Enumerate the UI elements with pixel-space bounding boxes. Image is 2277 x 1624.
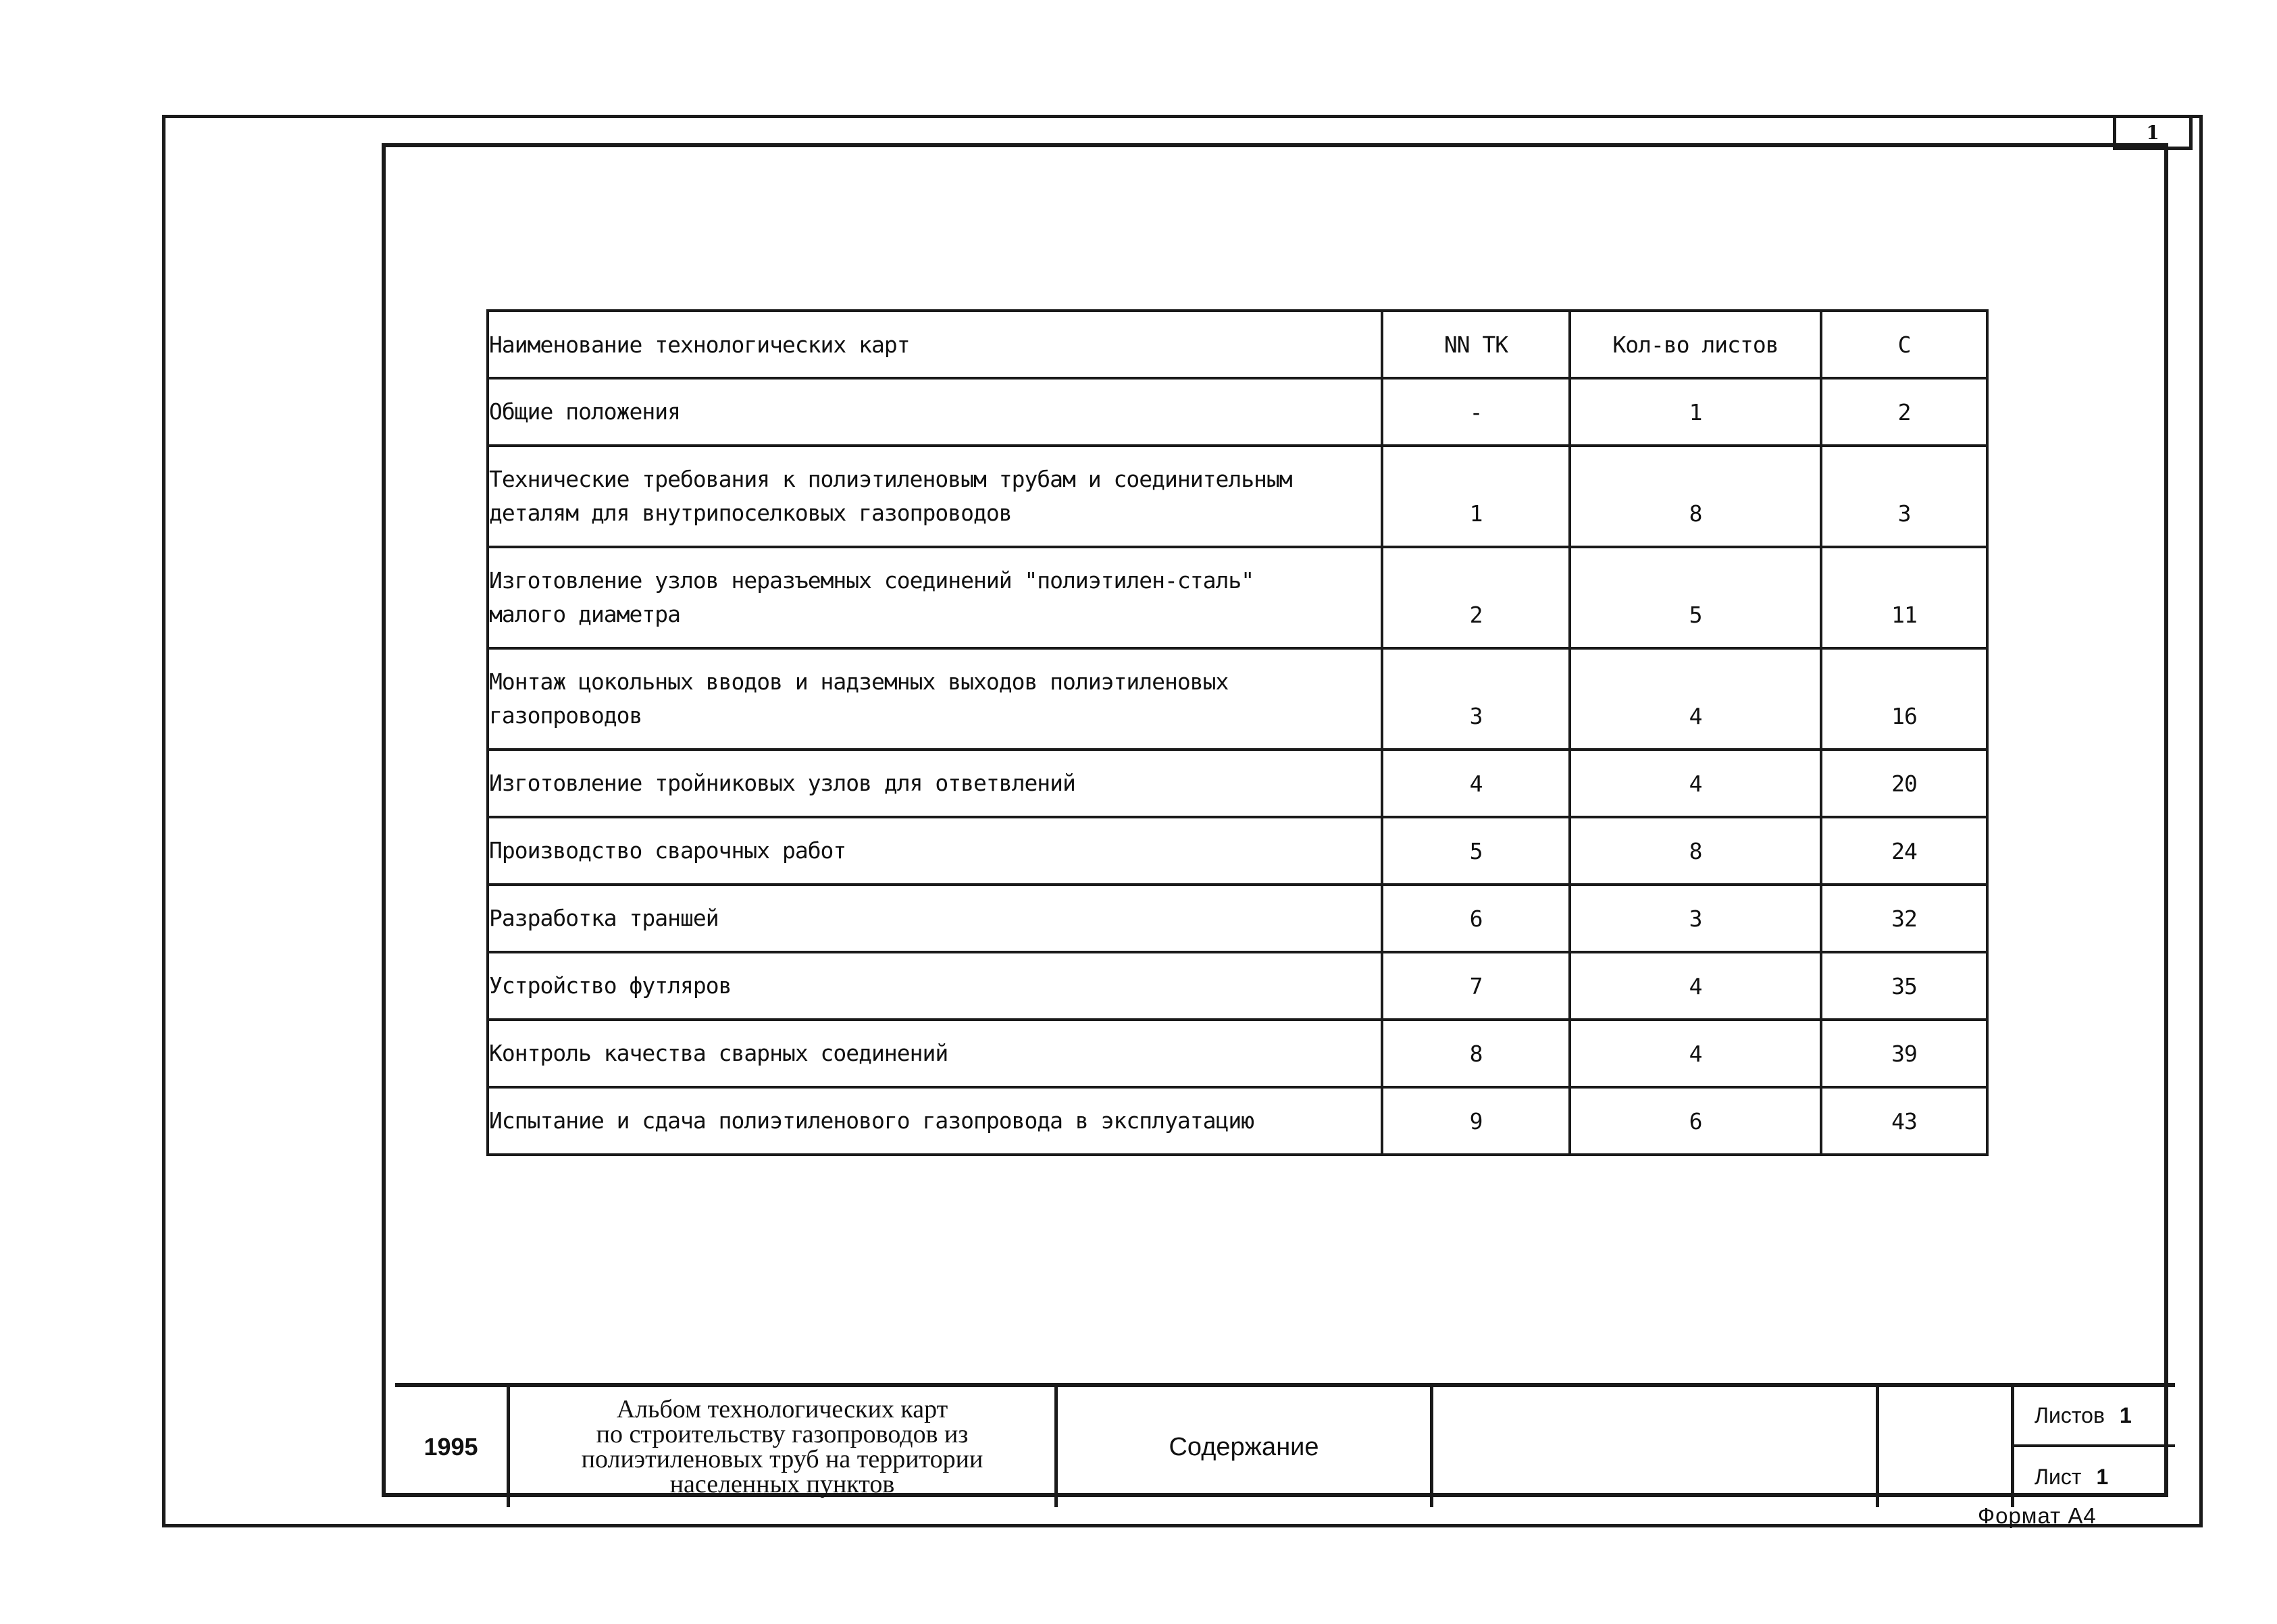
cell-page: 11 bbox=[1821, 547, 1987, 648]
table-row bbox=[488, 446, 1987, 547]
table-row bbox=[488, 547, 1987, 648]
card-name-line: Испытание и сдача полиэтиленового газопровода в эксплуатацию bbox=[489, 1107, 1254, 1134]
cell-page: 39 bbox=[1821, 1020, 1987, 1087]
header-sheet-count: Кол-во листов bbox=[1570, 311, 1821, 378]
contents-table bbox=[486, 309, 1989, 1156]
table-row bbox=[488, 817, 1987, 885]
table-row bbox=[488, 648, 1987, 750]
cell-card-name bbox=[488, 446, 1382, 547]
cell-card-number: 3 bbox=[1382, 648, 1570, 750]
cell-card-number: 6 bbox=[1382, 885, 1570, 952]
card-name-line: Изготовление узлов неразъемных соединений "полиэтилен-сталь" bbox=[489, 567, 1254, 594]
title-block bbox=[395, 1383, 2175, 1503]
cell-page: 35 bbox=[1821, 952, 1987, 1020]
cell-sheet-count: 6 bbox=[1570, 1087, 1821, 1155]
cell-card-name bbox=[488, 885, 1382, 952]
cell-card-name bbox=[488, 1087, 1382, 1155]
title-block-empty-cell bbox=[1433, 1387, 1879, 1507]
cell-card-name bbox=[488, 1020, 1382, 1087]
album-line: по строительству газопроводов из bbox=[596, 1420, 969, 1448]
page-number: 1 bbox=[2113, 115, 2193, 150]
card-name-line: Производство сварочных работ bbox=[489, 837, 846, 864]
cell-card-number: 9 bbox=[1382, 1087, 1570, 1155]
cell-card-number: 2 bbox=[1382, 547, 1570, 648]
cell-card-name bbox=[488, 750, 1382, 817]
cell-page: 32 bbox=[1821, 885, 1987, 952]
sheet-number-row bbox=[2014, 1447, 2175, 1507]
album-line: полиэтиленовых труб на территории bbox=[581, 1445, 983, 1473]
table-row bbox=[488, 952, 1987, 1020]
table-row bbox=[488, 1020, 1987, 1087]
sheets-total-label: Листов bbox=[2035, 1403, 2105, 1427]
cell-card-name bbox=[488, 648, 1382, 750]
card-name-line: Контроль качества сварных соединений bbox=[489, 1040, 948, 1066]
title-block-section: Содержание bbox=[1058, 1387, 1433, 1507]
cell-card-number: - bbox=[1382, 378, 1570, 446]
card-name-line: Технические требования к полиэтиленовым трубам и соединительным bbox=[489, 466, 1292, 492]
cell-card-name bbox=[488, 547, 1382, 648]
album-line: населенных пунктов bbox=[669, 1470, 895, 1498]
cell-card-name bbox=[488, 817, 1382, 885]
title-block-album bbox=[510, 1387, 1058, 1507]
card-name-line: газопроводов bbox=[489, 702, 642, 729]
cell-page: 16 bbox=[1821, 648, 1987, 750]
cell-page: 24 bbox=[1821, 817, 1987, 885]
title-block-sheets bbox=[2014, 1387, 2175, 1507]
cell-sheet-count: 4 bbox=[1570, 750, 1821, 817]
cell-card-number: 5 bbox=[1382, 817, 1570, 885]
sheet-number-label: Лист bbox=[2035, 1465, 2082, 1489]
header-page: С bbox=[1821, 311, 1987, 378]
cell-sheet-count: 5 bbox=[1570, 547, 1821, 648]
cell-card-number: 1 bbox=[1382, 446, 1570, 547]
header-name: Наименование технологических карт bbox=[488, 311, 1382, 378]
table-row bbox=[488, 750, 1987, 817]
card-name-line: Устройство футляров bbox=[489, 972, 732, 999]
cell-page: 43 bbox=[1821, 1087, 1987, 1155]
table-header-row bbox=[488, 311, 1987, 378]
cell-sheet-count: 8 bbox=[1570, 817, 1821, 885]
cell-sheet-count: 4 bbox=[1570, 952, 1821, 1020]
cell-sheet-count: 4 bbox=[1570, 1020, 1821, 1087]
card-name-line: малого диаметра bbox=[489, 601, 681, 627]
title-block-empty-cell bbox=[1879, 1387, 2014, 1507]
header-number: NN ТК bbox=[1382, 311, 1570, 378]
title-block-year: 1995 bbox=[395, 1387, 510, 1507]
cell-sheet-count: 4 bbox=[1570, 648, 1821, 750]
table-row bbox=[488, 1087, 1987, 1155]
album-line: Альбом технологических карт bbox=[616, 1395, 948, 1423]
cell-page: 20 bbox=[1821, 750, 1987, 817]
sheets-total-value: 1 bbox=[2119, 1403, 2132, 1427]
cell-card-number: 8 bbox=[1382, 1020, 1570, 1087]
cell-page: 2 bbox=[1821, 378, 1987, 446]
cell-sheet-count: 3 bbox=[1570, 885, 1821, 952]
card-name-line: Монтаж цокольных вводов и надземных выходов полиэтиленовых bbox=[489, 669, 1229, 695]
card-name-line: Общие положения bbox=[489, 398, 681, 425]
card-name-line: деталям для внутрипоселковых газопроводов bbox=[489, 500, 1012, 526]
cell-card-name bbox=[488, 378, 1382, 446]
sheets-total-row bbox=[2014, 1387, 2175, 1447]
format-label: Формат А4 bbox=[1978, 1503, 2097, 1528]
card-name-line: Разработка траншей bbox=[489, 905, 719, 931]
cell-card-number: 4 bbox=[1382, 750, 1570, 817]
cell-sheet-count: 1 bbox=[1570, 378, 1821, 446]
cell-page: 3 bbox=[1821, 446, 1987, 547]
card-name-line: Изготовление тройниковых узлов для ответвлений bbox=[489, 770, 1075, 796]
cell-card-number: 7 bbox=[1382, 952, 1570, 1020]
cell-card-name bbox=[488, 952, 1382, 1020]
sheet-number-value: 1 bbox=[2096, 1465, 2109, 1489]
cell-sheet-count: 8 bbox=[1570, 446, 1821, 547]
table-row bbox=[488, 378, 1987, 446]
table-row bbox=[488, 885, 1987, 952]
